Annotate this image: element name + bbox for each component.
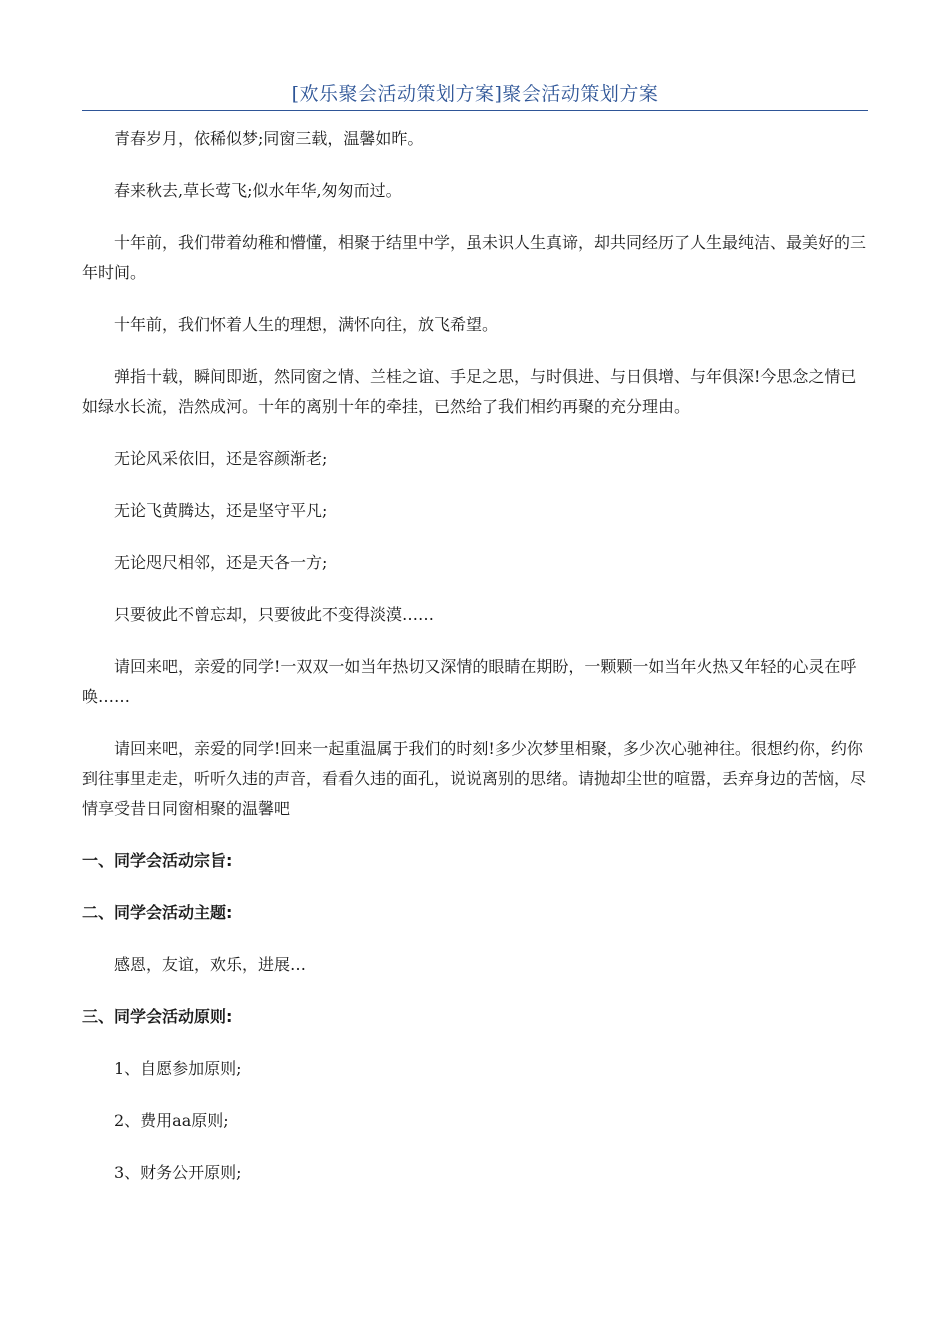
list-item: 3、财务公开原则;	[114, 1163, 242, 1182]
list-item: 1、自愿参加原则;	[114, 1059, 242, 1078]
section-heading: 三、同学会活动原则:	[82, 1007, 233, 1026]
paragraph: 只要彼此不曾忘却，只要彼此不变得淡漠……	[114, 605, 435, 624]
paragraph: 青春岁月，依稀似梦;同窗三载，温馨如昨。	[114, 129, 424, 148]
section-heading: 二、同学会活动主题:	[82, 903, 233, 922]
paragraph: 无论飞黄腾达，还是坚守平凡;	[114, 501, 328, 520]
paragraph: 感恩，友谊，欢乐，进展…	[114, 955, 307, 974]
paragraph: 弹指十载，瞬间即逝，然同窗之情、兰桂之谊、手足之思，与时俱进、与日俱增、与年俱深!今思念之情已如绿水长流，浩然成河。十年的离别十年的牵挂，已然给了我们相约再聚的充分理由。	[82, 367, 857, 416]
paragraph: 无论咫尺相邻，还是天各一方;	[114, 553, 328, 572]
paragraph: 十年前，我们怀着人生的理想，满怀向往，放飞希望。	[114, 315, 499, 334]
paragraph: 春来秋去,草长莺飞;似水年华,匆匆而过。	[114, 181, 402, 200]
paragraph: 请回来吧，亲爱的同学!回来一起重温属于我们的时刻!多少次梦里相聚，多少次心驰神往。很想约你，约你到往事里走走，听听久违的声音，看看久违的面孔，说说离别的思绪。请抛却尘世的喧嚣，丢弃身边的苦恼，尽情享受昔日同窗相聚的温馨吧	[82, 739, 867, 818]
page-header	[82, 80, 868, 111]
section-heading: 一、同学会活动宗旨:	[82, 851, 233, 870]
paragraph: 请回来吧，亲爱的同学!一双双一如当年热切又深情的眼睛在期盼，一颗颗一如当年火热又年轻的心灵在呼唤……	[82, 657, 857, 706]
header-title: [欢乐聚会活动策划方案]聚会活动策划方案	[291, 83, 659, 105]
document-body	[82, 124, 868, 1210]
paragraph: 十年前，我们带着幼稚和懵懂，相聚于结里中学，虽未识人生真谛，却共同经历了人生最纯洁、最美好的三年时间。	[82, 233, 867, 282]
paragraph: 无论风采依旧，还是容颜渐老;	[114, 449, 328, 468]
list-item: 2、费用aa原则;	[114, 1111, 229, 1130]
